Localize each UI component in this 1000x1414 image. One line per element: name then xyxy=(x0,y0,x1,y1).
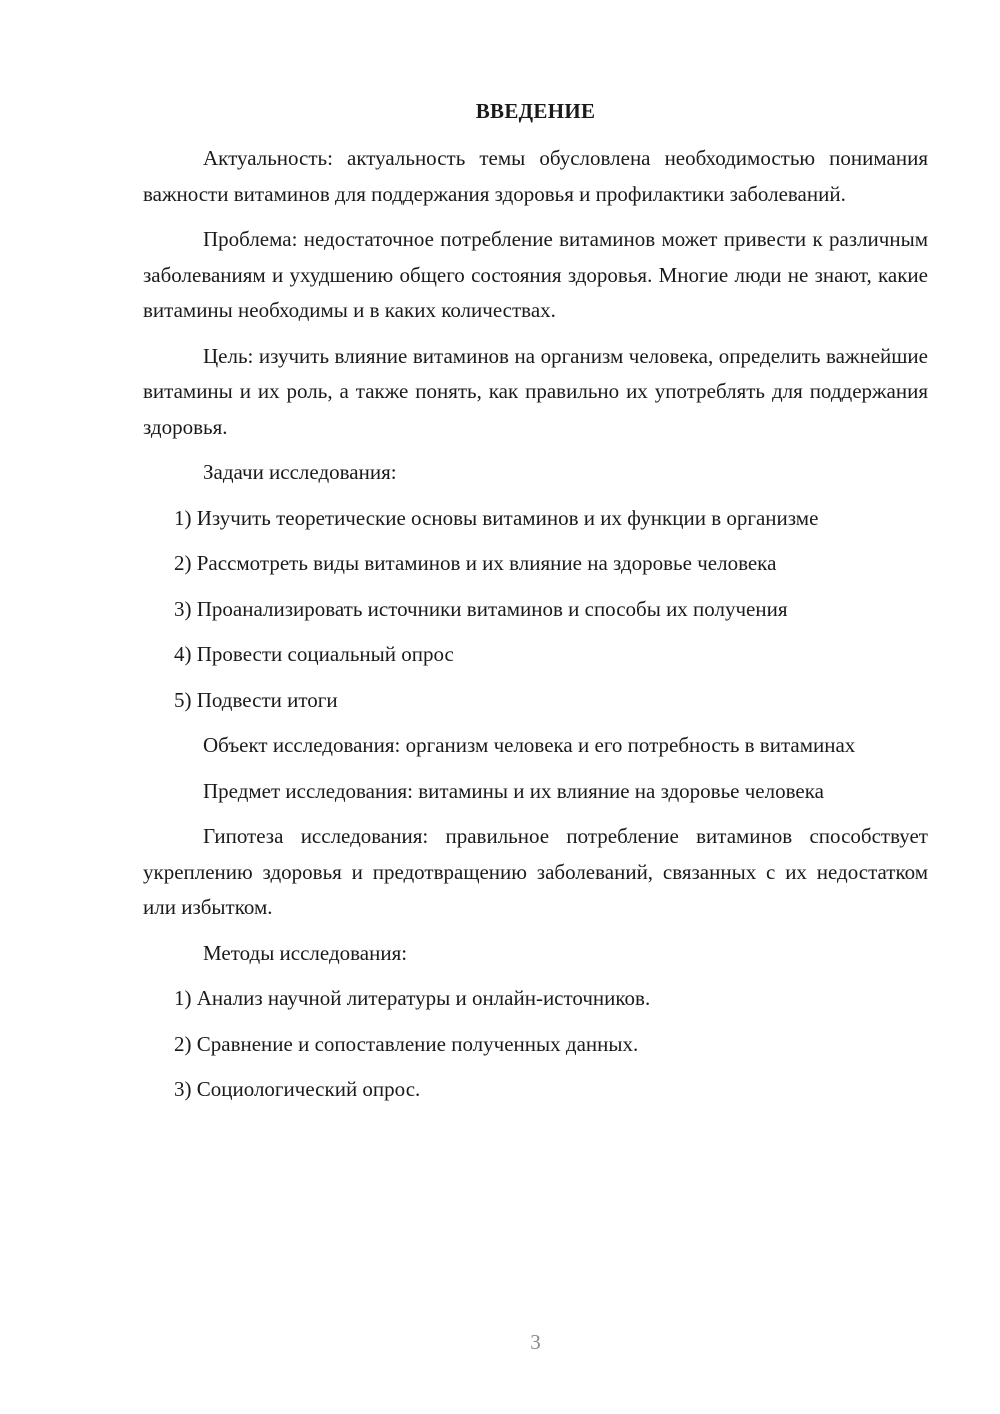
page-number: 3 xyxy=(530,1330,541,1354)
paragraph-relevance: Актуальность: актуальность темы обусловлена необходимостью понимания важности витаминов для поддержания здоровья и профилактики заболеваний. xyxy=(143,146,928,206)
document-page xyxy=(143,0,928,1414)
method-item-1: 1) Анализ научной литературы и онлайн-источников. xyxy=(174,986,651,1010)
task-item-2: 2) Рассмотреть виды витаминов и их влияние на здоровье человека xyxy=(174,551,777,575)
task-item-4: 4) Провести социальный опрос xyxy=(174,642,454,666)
task-item-3: 3) Проанализировать источники витаминов и способы их получения xyxy=(174,596,788,621)
paragraph-goal: Цель: изучить влияние витаминов на организм человека, определить важнейшие витамины и их роль, а также понять, как правильно их употреблять для поддержания здоровья. xyxy=(143,343,928,439)
tasks-heading: Задачи исследования: xyxy=(203,460,397,484)
paragraph-object: Объект исследования: организм человека и его потребность в витаминах xyxy=(203,733,856,757)
task-item-5: 5) Подвести итоги xyxy=(174,687,338,712)
paragraph-hypothesis: Гипотеза исследования: правильное потребление витаминов способствует укреплению здоровья и предотвращению заболеваний, связанных с их недостатком или избытком. xyxy=(143,824,928,919)
page-title: ВВЕДЕНИЕ xyxy=(475,99,596,123)
methods-heading: Методы исследования: xyxy=(203,940,408,965)
paragraph-problem: Проблема: недостаточное потребление витаминов может привести к различным заболеваниям и ухудшению общего состояния здоровья. Многие люди не знают, какие витамины необходимы и в каких количествах. xyxy=(143,227,928,322)
task-item-1: 1) Изучить теоретические основы витаминов и их функции в организме xyxy=(174,505,819,530)
document-body xyxy=(143,141,928,1118)
paragraph-subject: Предмет исследования: витамины и их влияние на здоровье человека xyxy=(203,778,824,803)
method-item-2: 2) Сравнение и сопоставление полученных данных. xyxy=(174,1031,639,1056)
method-item-3: 3) Социологический опрос. xyxy=(174,1077,421,1101)
